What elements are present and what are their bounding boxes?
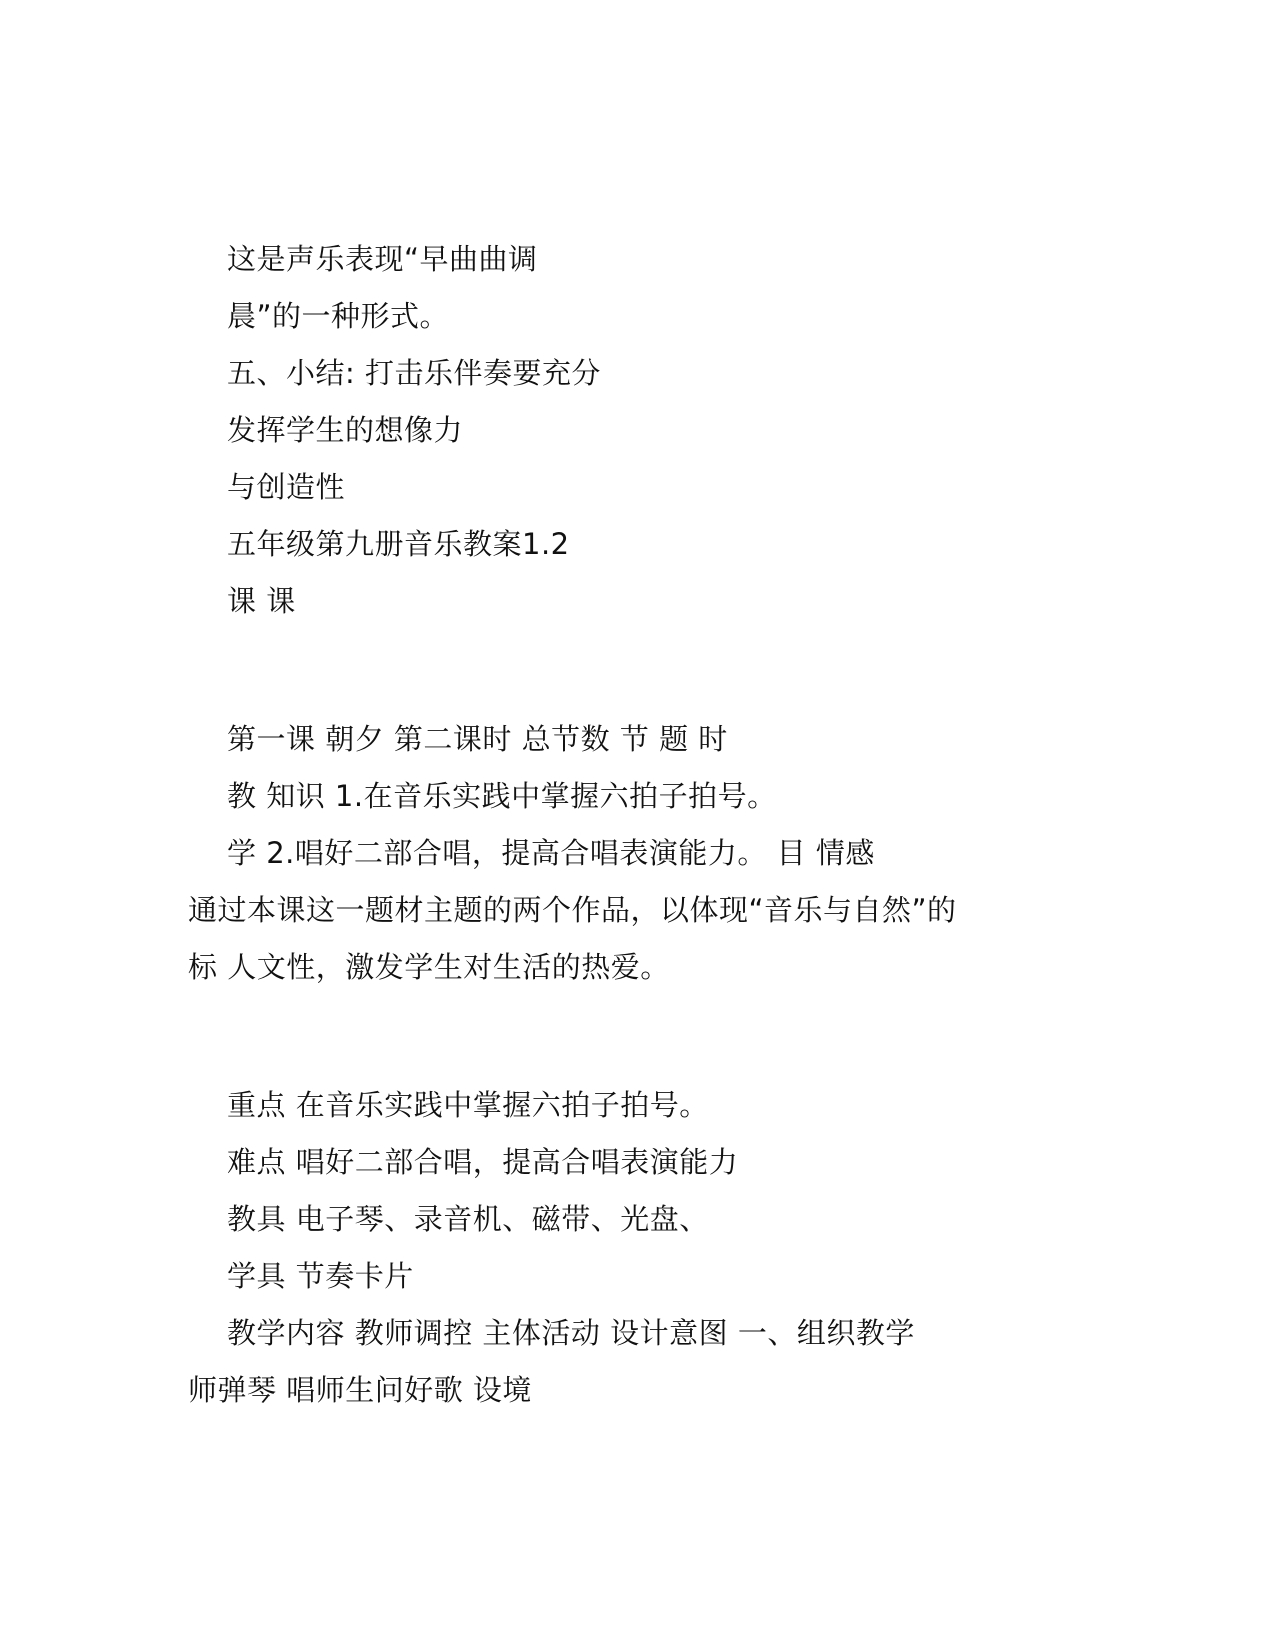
text-line: 重点 在音乐实践中掌握六拍子拍号。	[227, 1088, 709, 1122]
text-line: 晨”的一种形式。	[227, 299, 450, 333]
text-line: 五年级第九册音乐教案1.2	[227, 527, 570, 561]
text-line: 师弹琴 唱师生问好歌 设境	[188, 1373, 532, 1407]
text-line: 通过本课这一题材主题的两个作品，以体现“音乐与自然”的	[188, 893, 957, 927]
text-line: 课 课	[227, 584, 296, 618]
text-line: 学 2.唱好二部合唱，提高合唱表演能力。 目 情感	[227, 836, 875, 870]
text-line: 教具 电子琴、录音机、磁带、光盘、	[227, 1202, 709, 1236]
text-line: 第一课 朝夕 第二课时 总节数 节 题 时	[227, 722, 728, 756]
text-line: 教 知识 1.在音乐实践中掌握六拍子拍号。	[227, 779, 777, 813]
text-line: 学具 节奏卡片	[227, 1259, 414, 1293]
text-line: 难点 唱好二部合唱，提高合唱表演能力	[227, 1145, 739, 1179]
text-line: 标 人文性，激发学生对生活的热爱。	[188, 950, 670, 984]
text-line: 与创造性	[227, 470, 346, 504]
text-line: 教学内容 教师调控 主体活动 设计意图 一、组织教学	[227, 1316, 915, 1350]
text-line: 五、小结: 打击乐伴奏要充分	[227, 356, 601, 390]
text-line: 发挥学生的想像力	[227, 413, 464, 447]
text-line: 这是声乐表现“早曲曲调	[227, 242, 538, 276]
